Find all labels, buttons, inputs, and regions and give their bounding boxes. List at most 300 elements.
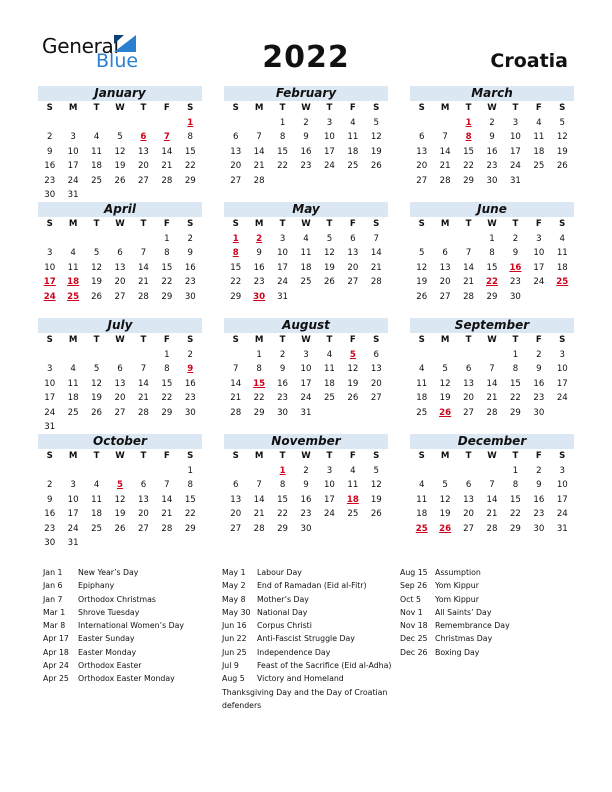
day: 3	[70, 480, 76, 491]
day: 23	[277, 393, 289, 404]
day: 24	[556, 509, 568, 520]
day: 2	[187, 234, 194, 244]
holiday-row	[400, 646, 580, 659]
day: 16	[253, 262, 265, 273]
day: 9	[489, 132, 495, 143]
weekday-label: S	[559, 335, 566, 345]
weekday-label: T	[93, 451, 100, 461]
day: 19	[114, 509, 126, 520]
month-title: October	[38, 434, 202, 449]
day: 27	[114, 407, 126, 418]
empty-day	[410, 348, 433, 362]
holiday-name: All Saints’ Day	[435, 607, 492, 617]
day: 15	[463, 146, 475, 157]
day: 13	[114, 262, 126, 273]
month-title: March	[410, 86, 574, 101]
empty-day	[155, 464, 178, 478]
day: 22	[277, 509, 289, 520]
weekday-label: S	[46, 103, 53, 113]
month-february	[224, 86, 388, 188]
day: 23	[509, 277, 521, 288]
holiday-date: May 30	[222, 607, 251, 617]
day: 22	[161, 393, 173, 404]
day: 30	[44, 537, 56, 548]
day: 26	[323, 277, 335, 288]
day: 10	[277, 248, 289, 259]
day: 24	[556, 393, 568, 404]
day: 31	[277, 291, 289, 302]
day: 7	[489, 364, 495, 375]
weekday-label: W	[301, 335, 311, 345]
holiday-name: Yom Kippur	[435, 594, 479, 604]
day: 10	[44, 262, 56, 273]
day-grid	[410, 217, 574, 304]
day: 28	[253, 523, 265, 534]
holiday-row	[222, 579, 402, 592]
weekday-label: T	[279, 335, 286, 345]
day: 12	[370, 132, 382, 143]
day: 5	[442, 364, 448, 375]
weekday-label: T	[512, 451, 519, 461]
day: 8	[164, 248, 170, 259]
holiday-date: May 8	[222, 594, 246, 604]
weekday-label: T	[512, 103, 519, 113]
day: 8	[187, 132, 194, 143]
day: 28	[370, 277, 382, 288]
day: 9	[46, 494, 53, 505]
holiday-day: 25	[415, 523, 428, 534]
day: 17	[556, 378, 568, 389]
holiday-day: 9	[187, 364, 194, 375]
empty-day	[433, 464, 456, 478]
weekday-label: T	[326, 219, 333, 229]
day: 20	[230, 509, 242, 520]
weekday-label: S	[46, 219, 53, 229]
day: 17	[300, 378, 312, 389]
day: 24	[323, 161, 335, 172]
day: 12	[370, 480, 382, 491]
weekday-label: M	[68, 335, 78, 345]
holiday-day: 7	[163, 132, 170, 143]
holiday-date: Dec 26	[400, 647, 428, 657]
weekday-label: T	[465, 103, 472, 113]
holiday-row	[43, 566, 223, 579]
day: 2	[187, 350, 194, 360]
holiday-row	[43, 659, 223, 672]
weekday-label: F	[535, 103, 542, 113]
day: 27	[230, 175, 242, 186]
holiday-row	[222, 606, 402, 619]
weekday-label: S	[232, 103, 239, 113]
holiday-name: Orthodox Easter Monday	[78, 674, 175, 684]
empty-day	[38, 348, 61, 362]
weekday-label: S	[46, 335, 53, 345]
day: 28	[230, 407, 242, 418]
holiday-day: 22	[486, 277, 498, 288]
weekday-label: S	[232, 335, 239, 345]
logo-text-general: General	[42, 34, 119, 58]
day: 28	[253, 175, 265, 186]
day: 16	[300, 494, 312, 505]
day: 20	[137, 161, 149, 172]
empty-day	[108, 116, 131, 130]
day: 12	[323, 248, 335, 259]
day: 16	[184, 378, 196, 389]
holiday-date: Jan 6	[43, 581, 63, 591]
day: 15	[230, 262, 242, 273]
empty-day	[433, 348, 456, 362]
day: 5	[418, 248, 425, 259]
day: 29	[184, 175, 196, 186]
day: 30	[533, 407, 545, 418]
day: 20	[370, 378, 382, 389]
weekday-label: M	[254, 219, 264, 229]
day: 30	[184, 291, 196, 302]
day: 20	[137, 509, 149, 520]
weekday-label: W	[487, 219, 497, 229]
day: 21	[253, 161, 265, 172]
day-grid	[224, 449, 388, 536]
weekday-label: S	[187, 451, 194, 461]
day: 18	[556, 262, 568, 273]
day: 23	[44, 523, 56, 534]
day: 7	[489, 480, 495, 491]
weekday-label: S	[373, 103, 380, 113]
empty-day	[38, 232, 61, 246]
day: 16	[44, 509, 56, 520]
holiday-name: Epiphany	[78, 581, 115, 591]
day: 30	[277, 407, 289, 418]
holiday-list-column-1	[43, 566, 223, 686]
empty-day	[480, 464, 503, 478]
day: 10	[556, 364, 568, 375]
holiday-day: 16	[509, 262, 522, 273]
day: 14	[486, 494, 498, 505]
day: 22	[253, 393, 265, 404]
day: 24	[533, 277, 545, 288]
day: 19	[370, 494, 382, 505]
day: 27	[137, 523, 149, 534]
weekday-label: M	[68, 451, 78, 461]
day: 7	[373, 234, 380, 244]
holiday-date: Aug 5	[222, 674, 245, 684]
day: 12	[556, 132, 568, 143]
day: 25	[533, 161, 545, 172]
empty-day	[480, 348, 503, 362]
day: 4	[418, 364, 425, 375]
day: 25	[347, 161, 359, 172]
day-grid	[38, 333, 202, 434]
month-title: June	[410, 202, 574, 217]
day: 29	[184, 523, 196, 534]
empty-day	[61, 464, 84, 478]
holiday-day: 6	[140, 132, 147, 143]
day: 18	[347, 146, 359, 157]
day: 9	[187, 248, 194, 259]
holiday-date: Jun 25	[222, 647, 247, 657]
holiday-day: 8	[465, 132, 472, 143]
holiday-date: Jun 22	[222, 634, 247, 644]
day: 27	[370, 393, 382, 404]
day: 25	[91, 523, 103, 534]
day: 13	[439, 262, 451, 273]
holiday-date: May 1	[222, 568, 246, 577]
day: 11	[533, 132, 545, 143]
holiday-day: 18	[346, 494, 359, 505]
day: 8	[489, 248, 495, 259]
weekday-label: S	[418, 451, 425, 461]
holiday-day: 2	[256, 234, 263, 244]
month-may	[224, 202, 388, 304]
weekday-label: F	[349, 103, 356, 113]
weekday-label: S	[373, 335, 380, 345]
weekday-label: W	[487, 103, 497, 113]
empty-day	[132, 348, 155, 362]
day: 14	[439, 146, 451, 157]
month-title: July	[38, 318, 202, 333]
day: 1	[512, 350, 519, 360]
day: 2	[303, 118, 309, 128]
day: 3	[326, 466, 333, 476]
day: 10	[44, 378, 56, 389]
holiday-day: 5	[349, 350, 356, 360]
day: 27	[137, 175, 149, 186]
day: 8	[512, 364, 519, 375]
holiday-row	[400, 579, 580, 592]
day: 5	[373, 118, 380, 128]
holiday-day: 18	[67, 277, 80, 288]
day: 16	[277, 378, 289, 389]
weekday-label: S	[418, 335, 425, 345]
day: 29	[486, 291, 498, 302]
day: 13	[230, 494, 242, 505]
day: 17	[277, 262, 289, 273]
day: 22	[277, 161, 289, 172]
holiday-day: 1	[187, 118, 194, 128]
day: 19	[556, 146, 568, 157]
day: 22	[161, 277, 173, 288]
day: 15	[277, 146, 289, 157]
day: 14	[486, 378, 498, 389]
day: 19	[439, 509, 451, 520]
holiday-name: Victory and Homeland	[257, 674, 344, 684]
day: 26	[91, 291, 103, 302]
weekday-label: M	[440, 103, 450, 113]
day: 13	[230, 146, 242, 157]
day: 1	[164, 234, 170, 244]
day-grid	[224, 101, 388, 188]
day: 11	[91, 494, 103, 505]
day: 9	[46, 146, 53, 157]
day: 20	[416, 161, 428, 172]
weekday-label: W	[115, 335, 125, 345]
logo-text-blue: Blue	[96, 50, 139, 72]
day-grid	[410, 101, 574, 188]
day: 7	[164, 480, 170, 491]
holiday-date: Apr 25	[43, 674, 69, 684]
day: 13	[137, 146, 149, 157]
day: 31	[67, 537, 79, 548]
holiday-name: Orthodox Christmas	[78, 594, 156, 604]
holiday-date: Apr 18	[43, 647, 69, 657]
day: 29	[161, 407, 173, 418]
day-grid	[410, 333, 574, 420]
holiday-day: 1	[232, 234, 239, 244]
holiday-name: Anti-Fascist Struggle Day	[257, 634, 355, 644]
day: 4	[326, 350, 333, 360]
day: 29	[463, 175, 475, 186]
holiday-date: Nov 18	[400, 621, 428, 631]
day: 17	[323, 146, 335, 157]
holiday-day: 1	[279, 466, 286, 476]
holiday-date: Apr 24	[43, 661, 69, 671]
empty-day	[457, 464, 480, 478]
day: 18	[67, 393, 79, 404]
day: 9	[536, 480, 542, 491]
empty-day	[224, 116, 247, 130]
day: 31	[556, 523, 568, 534]
weekday-label: S	[232, 451, 239, 461]
day: 31	[509, 175, 521, 186]
day: 9	[279, 364, 286, 375]
day: 27	[347, 277, 359, 288]
day: 19	[323, 262, 335, 273]
day: 26	[91, 407, 103, 418]
day: 5	[559, 118, 566, 128]
weekday-label: T	[93, 219, 100, 229]
day: 23	[300, 161, 312, 172]
month-title: January	[38, 86, 202, 101]
day: 10	[509, 132, 521, 143]
holiday-day: 24	[43, 291, 56, 302]
day: 21	[439, 161, 451, 172]
weekday-label: S	[373, 219, 380, 229]
day: 17	[323, 494, 335, 505]
holiday-day: 30	[253, 291, 266, 302]
day: 4	[303, 234, 309, 244]
holiday-list-column-2	[222, 566, 402, 712]
holiday-list-rows	[222, 566, 402, 686]
day: 3	[46, 364, 53, 375]
day: 27	[463, 407, 475, 418]
empty-day	[132, 232, 155, 246]
empty-day	[61, 116, 84, 130]
day: 11	[67, 262, 79, 273]
day: 11	[91, 146, 103, 157]
weekday-label: T	[512, 219, 519, 229]
weekday-label: F	[163, 451, 170, 461]
day: 24	[509, 161, 521, 172]
day: 26	[416, 291, 428, 302]
empty-day	[108, 232, 131, 246]
day: 30	[184, 407, 196, 418]
day: 11	[300, 248, 312, 259]
weekday-label: W	[115, 103, 125, 113]
weekday-label: T	[279, 103, 286, 113]
holiday-row	[222, 593, 402, 606]
weekday-label: T	[326, 451, 333, 461]
day: 12	[439, 494, 451, 505]
day: 20	[463, 393, 475, 404]
weekday-label: S	[559, 103, 566, 113]
day: 10	[556, 480, 568, 491]
weekday-label: W	[487, 335, 497, 345]
weekday-label: T	[326, 103, 333, 113]
day: 6	[117, 248, 123, 259]
month-title: September	[410, 318, 574, 333]
weekday-label: T	[465, 335, 472, 345]
day: 24	[67, 175, 79, 186]
day: 14	[161, 494, 173, 505]
holiday-date: Apr 17	[43, 634, 69, 644]
weekday-label: S	[418, 219, 425, 229]
day: 7	[140, 364, 147, 375]
day: 20	[463, 509, 475, 520]
holiday-day: 25	[67, 291, 80, 302]
day: 12	[91, 262, 103, 273]
day: 7	[256, 132, 262, 143]
day: 1	[512, 466, 519, 476]
day: 27	[416, 175, 428, 186]
weekday-label: S	[187, 219, 194, 229]
day-grid	[224, 217, 388, 304]
day: 7	[442, 132, 448, 143]
holiday-row	[222, 659, 402, 672]
day: 6	[117, 364, 123, 375]
holiday-row	[222, 632, 402, 645]
day: 11	[347, 132, 359, 143]
day: 17	[67, 509, 79, 520]
day: 25	[91, 175, 103, 186]
day: 21	[370, 262, 382, 273]
day: 19	[91, 393, 103, 404]
day: 3	[512, 118, 519, 128]
day: 14	[253, 146, 265, 157]
day: 18	[300, 262, 312, 273]
month-title: November	[224, 434, 388, 449]
day: 5	[373, 466, 380, 476]
holiday-date: Jan 7	[43, 594, 63, 604]
day: 26	[370, 509, 382, 520]
weekday-label: S	[418, 103, 425, 113]
weekday-label: M	[68, 103, 78, 113]
holiday-row	[43, 593, 223, 606]
weekday-label: W	[301, 451, 311, 461]
holiday-name: End of Ramadan (Eid al-Fitr)	[257, 581, 367, 591]
day: 4	[418, 480, 425, 491]
day-grid	[38, 449, 202, 550]
day: 24	[300, 393, 312, 404]
day: 21	[463, 277, 475, 288]
weekday-label: S	[187, 103, 194, 113]
month-october	[38, 434, 202, 550]
day: 12	[114, 146, 126, 157]
day: 7	[465, 248, 472, 259]
day: 18	[91, 509, 103, 520]
day: 4	[93, 132, 100, 143]
day: 28	[439, 175, 451, 186]
empty-day	[224, 348, 247, 362]
day: 14	[253, 494, 265, 505]
day: 11	[347, 480, 359, 491]
day: 3	[326, 118, 333, 128]
day: 10	[300, 364, 312, 375]
day: 30	[44, 189, 56, 200]
holiday-name: Mother’s Day	[257, 594, 309, 604]
day: 24	[277, 277, 289, 288]
day: 1	[489, 234, 495, 244]
weekday-label: M	[440, 451, 450, 461]
